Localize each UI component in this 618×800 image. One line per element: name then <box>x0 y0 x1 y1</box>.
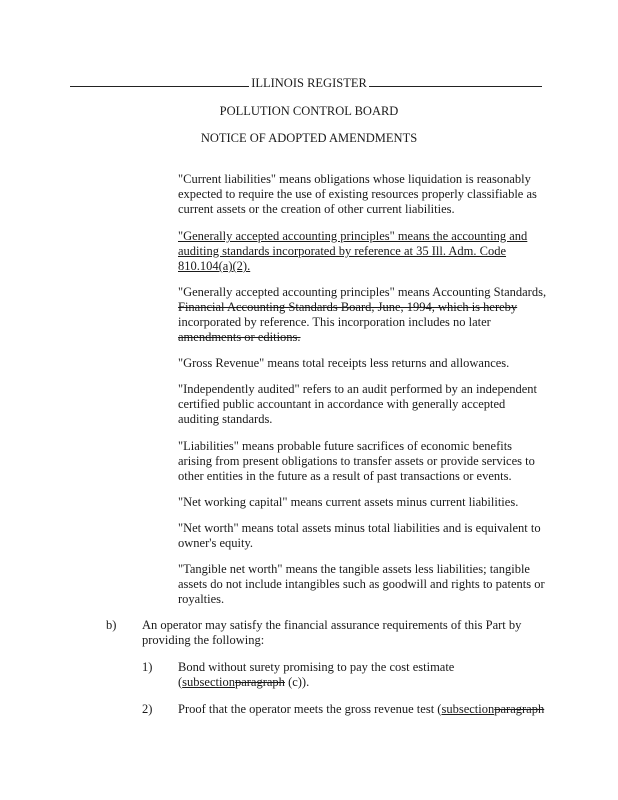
section-b-text: An operator may satisfy the financial assurance requirements of this Part by providing the following: <box>142 618 522 647</box>
def-current-liabilities: "Current liabilities" means obligations whose liquidation is reasonably expected to require the use of existing resources properly classifiable as current assets or the creation of other current liabilities. <box>178 172 537 216</box>
def-net-worth: "Net worth" means total assets minus total liabilities and is equivalent to owner's equity. <box>178 521 541 550</box>
notice-title: NOTICE OF ADOPTED AMENDMENTS <box>200 131 418 145</box>
def-independently-audited: "Independently audited" refers to an audit performed by an independent certified public accountant in accordance with generally accepted auditing standards. <box>178 382 538 426</box>
item-2-label: 2) <box>142 702 153 716</box>
board-title: POLLUTION CONTROL BOARD <box>219 104 399 118</box>
def-liabilities: "Liabilities" means probable future sacrifices of economic benefits arising from present obligations to transfer assets or provide services to other entities in the future as a result of past transactions or events. <box>178 439 535 483</box>
def-gaap-new: "Generally accepted accounting principles" means the accounting and auditing standards incorporated by reference at 35 Ill. Adm. Code 810.104(a)(2). <box>178 229 528 273</box>
register-title: ILLINOIS REGISTER <box>251 76 367 90</box>
item-2-text: Proof that the operator meets the gross revenue test (subsectionparagraph <box>178 702 545 716</box>
def-gross-revenue: "Gross Revenue" means total receipts less returns and allowances. <box>178 356 510 370</box>
def-tangible-net-worth: "Tangible net worth" means the tangible assets less liabilities; tangible assets do not include intangibles such as goodwill and rights to patents or royalties. <box>178 562 545 606</box>
item-1-text: Bond without surety promising to pay the cost estimate (subsectionparagraph (c)). <box>178 660 455 689</box>
section-b-label: b) <box>106 618 117 632</box>
def-net-working-capital: "Net working capital" means current assets minus current liabilities. <box>178 495 519 509</box>
def-gaap-old: "Generally accepted accounting principles" means Accounting Standards, Financial Accounting Standards Board, June, 1994, which is hereby incorporated by reference. This incorporation includes no later amendments or editions. <box>178 285 547 344</box>
item-1-label: 1) <box>142 660 153 674</box>
